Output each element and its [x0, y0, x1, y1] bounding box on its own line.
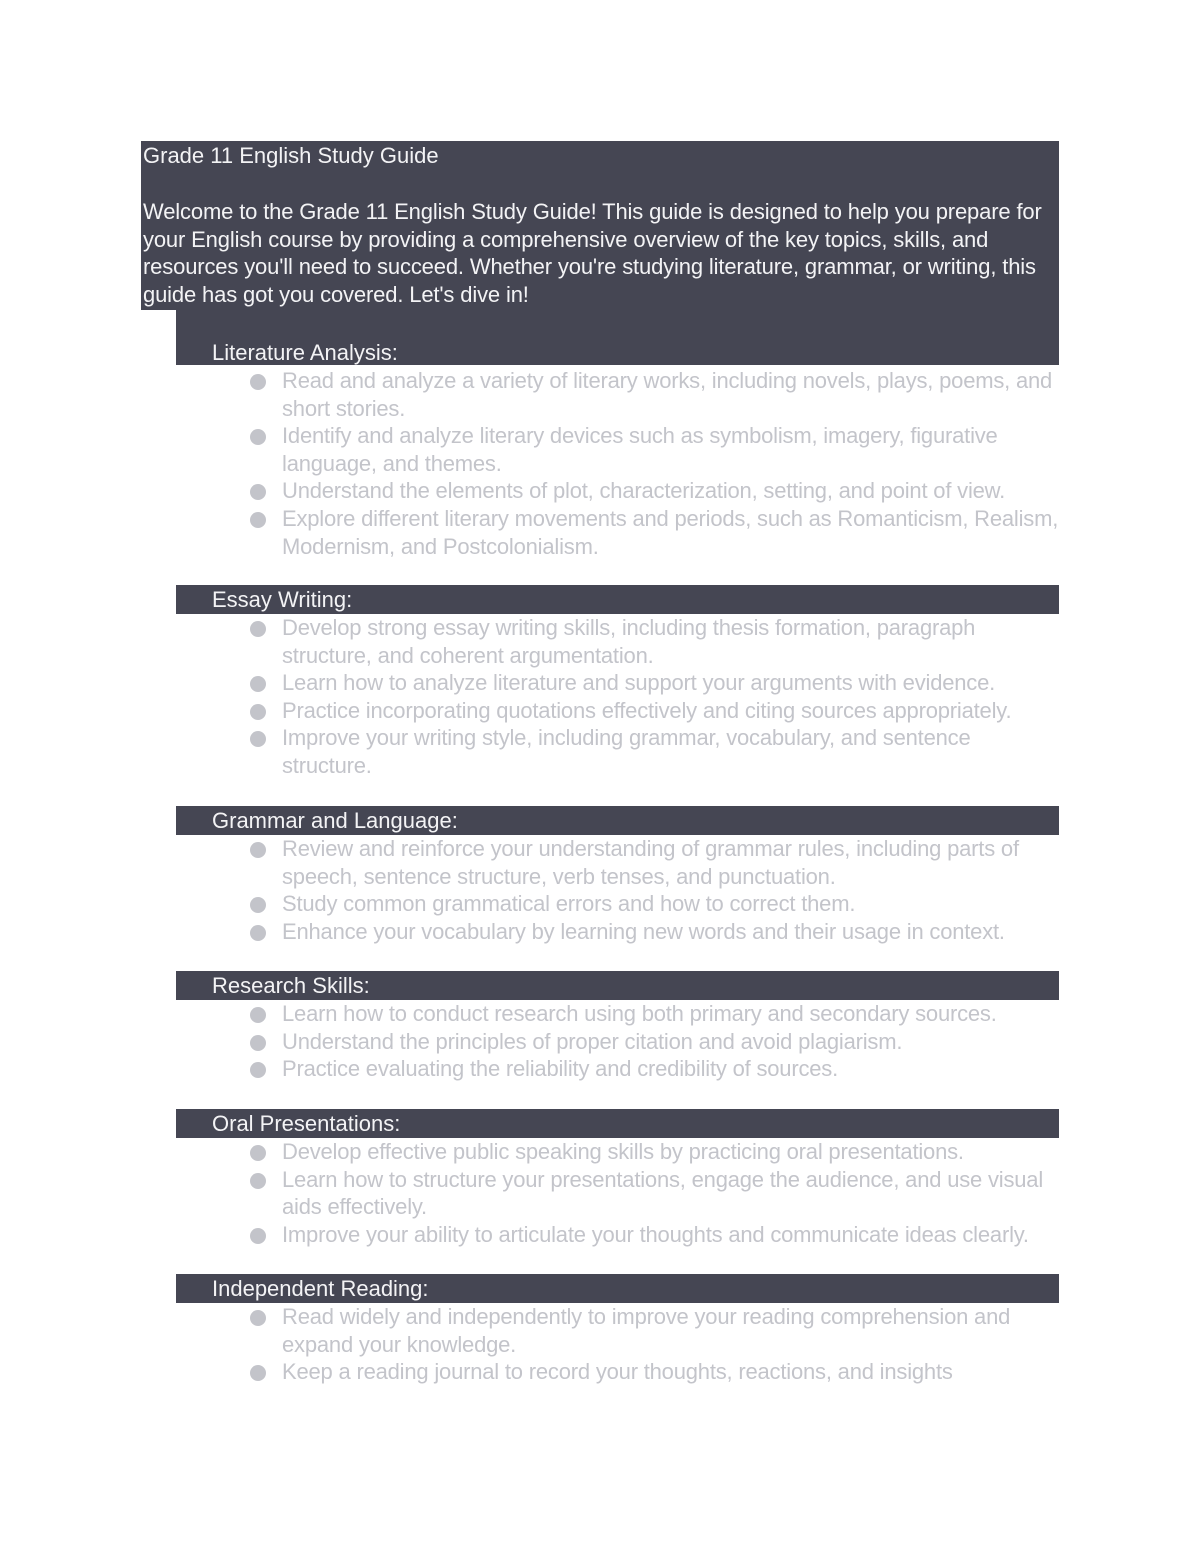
list-item-text: Study common grammatical errors and how to correct them.	[282, 891, 856, 917]
section-oral-presentations	[0, 1109, 1200, 1248]
section-list	[0, 835, 1200, 945]
section-heading: Research Skills:	[212, 973, 370, 998]
list-item	[0, 890, 1059, 918]
bullet-icon	[250, 925, 266, 941]
list-item-text: Review and reinforce your understanding of grammar rules, including parts of speech, sentence structure, verb tenses, and punctuation.	[282, 836, 1019, 889]
section-list	[0, 1138, 1200, 1248]
bullet-icon	[250, 731, 266, 747]
list-item	[0, 505, 1059, 560]
list-item-text: Develop strong essay writing skills, including thesis formation, paragraph structure, and coherent argumentation.	[282, 615, 976, 668]
list-item	[0, 422, 1059, 477]
document-title: Grade 11 English Study Guide	[143, 143, 439, 168]
list-item-text: Read widely and independently to improve your reading comprehension and expand your knowledge.	[282, 1304, 1011, 1357]
bullet-icon	[250, 1310, 266, 1326]
bullet-icon	[250, 676, 266, 692]
list-item-text: Understand the principles of proper citation and avoid plagiarism.	[282, 1028, 903, 1054]
bullet-icon	[250, 484, 266, 500]
list-item-text: Read and analyze a variety of literary works, including novels, plays, poems, and short stories.	[282, 368, 1053, 421]
section-heading-band	[176, 1109, 1059, 1138]
section-heading: Essay Writing:	[212, 587, 353, 612]
bullet-icon	[250, 1062, 266, 1078]
bullet-icon	[250, 1145, 266, 1161]
section-independent-reading	[0, 1274, 1200, 1386]
list-item	[0, 1358, 1059, 1386]
list-item	[0, 367, 1059, 422]
list-item-text: Enhance your vocabulary by learning new words and their usage in context.	[282, 918, 1005, 944]
bullet-icon	[250, 1228, 266, 1244]
section-heading: Grammar and Language:	[212, 808, 458, 833]
list-item	[0, 918, 1059, 946]
list-item-text: Improve your ability to articulate your thoughts and communicate ideas clearly.	[282, 1221, 1029, 1247]
list-item-text: Learn how to analyze literature and support your arguments with evidence.	[282, 670, 996, 696]
bullet-icon	[250, 842, 266, 858]
section-heading-band	[176, 806, 1059, 835]
bullet-icon	[250, 621, 266, 637]
list-item	[0, 835, 1059, 890]
list-item	[0, 477, 1059, 505]
list-item-text: Explore different literary movements and periods, such as Romanticism, Realism, Modernism, and Postcolonialism.	[282, 505, 1059, 559]
bullet-icon	[250, 897, 266, 913]
section-heading: Oral Presentations:	[212, 1111, 401, 1136]
section-heading-band	[176, 338, 1059, 367]
section-literature-analysis	[0, 338, 1200, 560]
list-item	[0, 1166, 1059, 1221]
section-grammar-and-language	[0, 806, 1200, 945]
list-item-text: Practice evaluating the reliability and credibility of sources.	[282, 1056, 839, 1082]
list-item	[0, 697, 1059, 725]
list-item	[0, 614, 1059, 669]
bullet-icon	[250, 374, 266, 390]
section-heading-band	[176, 585, 1059, 614]
section-heading-band	[176, 971, 1059, 1000]
bullet-icon	[250, 512, 266, 528]
list-item	[0, 1138, 1059, 1166]
list-item-text: Learn how to conduct research using both primary and secondary sources.	[282, 1001, 997, 1026]
list-item	[0, 669, 1059, 697]
section-heading-band	[176, 1274, 1059, 1303]
bullet-icon	[250, 1173, 266, 1189]
list-item	[0, 1221, 1059, 1249]
section-essay-writing	[0, 585, 1200, 780]
section-heading: Literature Analysis:	[212, 340, 398, 365]
bullet-icon	[250, 1365, 266, 1381]
list-item	[0, 1303, 1059, 1358]
list-item-text: Improve your writing style, including grammar, vocabulary, and sentence structure.	[282, 725, 971, 778]
list-item	[0, 724, 1059, 779]
list-item-text: Learn how to structure your presentations, engage the audience, and use visual aids effectively.	[282, 1166, 1044, 1220]
list-item-text: Keep a reading journal to record your thoughts, reactions, and insights	[282, 1359, 953, 1385]
list-item	[0, 1000, 1059, 1028]
section-research-skills	[0, 971, 1200, 1083]
section-list	[0, 1303, 1200, 1386]
section-list	[0, 367, 1200, 560]
bullet-icon	[250, 704, 266, 720]
list-item-text: Identify and analyze literary devices such as symbolism, imagery, figurative language, and themes.	[282, 423, 998, 476]
section-heading: Independent Reading:	[212, 1276, 429, 1301]
list-item	[0, 1028, 1059, 1056]
section-list	[0, 614, 1200, 780]
list-item-text: Practice incorporating quotations effectively and citing sources appropriately.	[282, 697, 1012, 723]
bullet-icon	[250, 429, 266, 445]
list-item-text: Understand the elements of plot, characterization, setting, and point of view.	[282, 478, 1006, 504]
list-item-text: Develop effective public speaking skills by practicing oral presentations.	[282, 1139, 964, 1164]
list-item	[0, 1055, 1059, 1083]
bullet-icon	[250, 1035, 266, 1051]
intro-paragraph: Welcome to the Grade 11 English Study Guide! This guide is designed to help you prepare for your English course by providing a comprehensive overview of the key topics, skills, and resources you'll need to succeed. Whether you're studying literature, grammar, or writing, this guide has got you covered. Let's dive in!	[143, 199, 1042, 307]
bullet-icon	[250, 1007, 266, 1023]
section-list	[0, 1000, 1200, 1083]
